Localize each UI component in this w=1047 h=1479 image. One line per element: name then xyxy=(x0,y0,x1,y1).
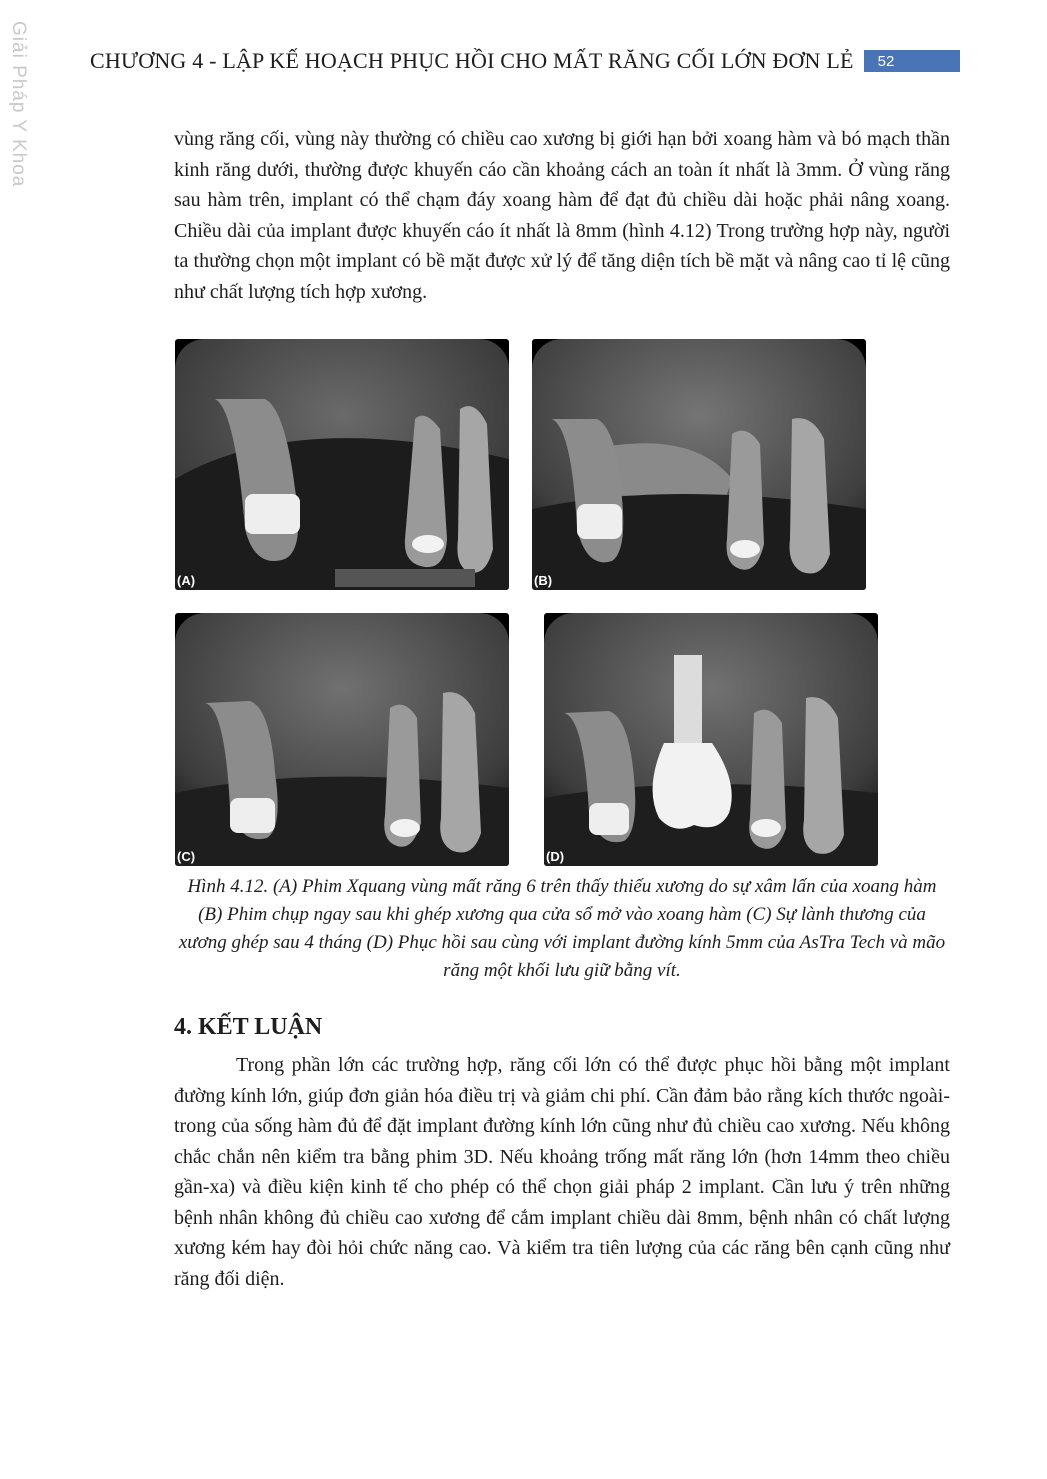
figure-label-c: (C) xyxy=(177,849,196,864)
xray-figure-c xyxy=(175,613,509,866)
figure-label-a: (A) xyxy=(177,573,196,588)
page-number: 52 xyxy=(864,50,960,72)
section-heading: 4. KẾT LUẬN xyxy=(174,1014,323,1040)
xray-figure-a xyxy=(175,339,509,590)
xray-image-a xyxy=(175,339,509,590)
figure-label-b: (B) xyxy=(534,573,553,588)
xray-image-b xyxy=(532,339,866,590)
xray-figure-b xyxy=(532,339,866,590)
chapter-title: CHƯƠNG 4 - LẬP KẾ HOẠCH PHỤC HỒI CHO MẤT RĂNG CỐI LỚN ĐƠN LẺ xyxy=(90,48,854,73)
paragraph-conclusion: Trong phần lớn các trường hợp, răng cối lớn có thể được phục hồi bằng một implant đường kính lớn, giúp đơn giản hóa điều trị và giảm chi phí. Cần đảm bảo rằng kích thước ngoài-trong của sống hàm đủ để đặt implant đường kính lớn cũng như đủ chiều cao xương. Nếu không chắc chắn nên kiểm tra bằng phim 3D. Nếu khoảng trống mất răng lớn (hơn 14mm theo chiều gần-xa) và điều kiện kinh tế cho phép có thể chọn giải pháp 2 implant. Cần lưu ý trên những bệnh nhân không đủ chiều cao xương để cắm implant chiều dài 8mm, bệnh nhân có chất lượng xương kém hay đòi hỏi chức năng cao. Và kiểm tra tiên lượng của các răng bên cạnh cũng như răng đối diện. xyxy=(174,1054,950,1290)
paragraph-intro: vùng răng cối, vùng này thường có chiều cao xương bị giới hạn bởi xoang hàm và bó mạch thần kinh răng dưới, thường được khuyến cáo cần khoảng cách an toàn ít nhất là 3mm. Ở vùng răng sau hàm trên, implant có thể chạm đáy xoang hàm để đạt đủ chiều dài hoặc phải nâng xoang. Chiều dài của implant được khuyến cáo ít nhất là 8mm (hình 4.12) Trong trường hợp này, người ta thường chọn một implant có bề mặt được xử lý để tăng diện tích bề mặt và nâng cao tỉ lệ cũng như chất lượng tích hợp xương. xyxy=(174,128,950,303)
page-header xyxy=(90,46,1030,76)
xray-image-c xyxy=(175,613,509,866)
figure-label-d: (D) xyxy=(546,849,565,864)
xray-image-d xyxy=(544,613,878,866)
figure-caption: Hình 4.12. (A) Phim Xquang vùng mất răng 6 trên thấy thiếu xương do sự xâm lấn của xoang hàm (B) Phim chụp ngay sau khi ghép xương qua cửa sổ mở vào xoang hàm (C) Sự lành thương của xương ghép sau 4 tháng (D) Phục hồi sau cùng với implant đường kính 5mm của AsTra Tech và mão răng một khối lưu giữ bằng vít. xyxy=(178,876,946,981)
xray-figure-d xyxy=(544,613,878,866)
watermark: Giải Pháp Y Khoa xyxy=(8,21,29,188)
